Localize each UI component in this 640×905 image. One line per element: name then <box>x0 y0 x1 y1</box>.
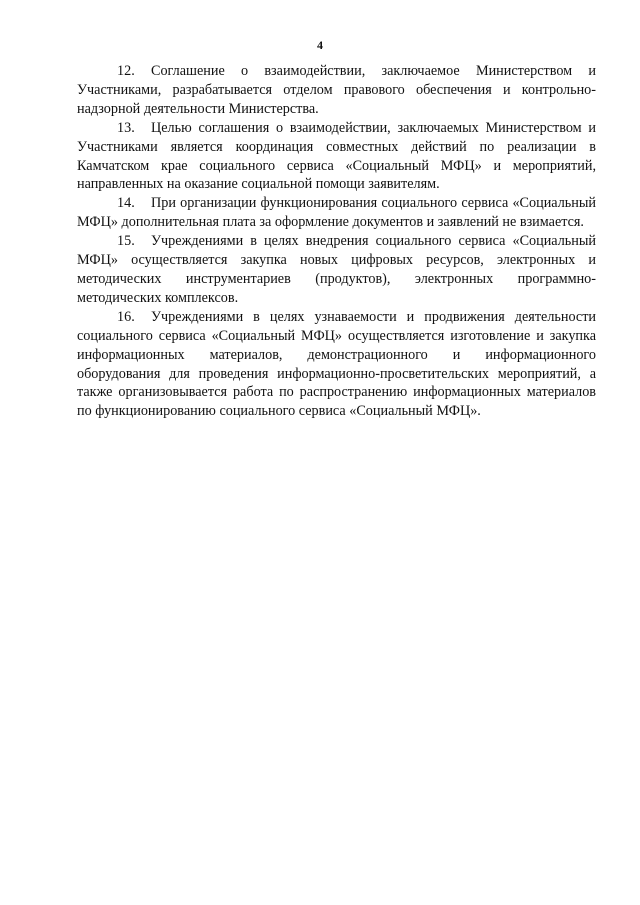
paragraph-14 <box>77 194 596 232</box>
document-body <box>77 62 596 421</box>
paragraph-text: Целью соглашения о взаимодействии, заключаемых Министерством и Участниками является координация совместных действий по реализации в Камчатском крае социального сервиса «Социальный МФЦ» и мероприятий, направленных на оказание социальной помощи заявителям. <box>77 119 596 193</box>
paragraph-text: Учреждениями в целях узнаваемости и продвижения деятельности социального сервиса «Социальный МФЦ» осуществляется изготовление и закупка информационных материалов, демонстрационного и информационного оборудования для проведения информационно-просветительских мероприятий, а также организовывается работа по распространению информационных материалов по функционированию социального сервиса «Социальный МФЦ». <box>77 308 596 420</box>
page-number: 4 <box>317 38 323 52</box>
paragraph-number: 12. <box>117 63 135 79</box>
paragraph-text: Соглашение о взаимодействии, заключаемое Министерством и Участниками, разрабатывается отделом правового обеспечения и контрольно-надзорной деятельности Министерства. <box>77 63 596 117</box>
paragraph-text: При организации функционирования социального сервиса «Социальный МФЦ» дополнительная плата за оформление документов и заявлений не взимается. <box>77 195 596 231</box>
paragraph-15 <box>77 232 596 308</box>
paragraph-text: Учреждениями в целях внедрения социального сервиса «Социальный МФЦ» осуществляется закупка новых цифровых ресурсов, электронных и методических инструментариев (продуктов), электронных программно-методических комплексов. <box>77 233 596 306</box>
paragraph-16 <box>77 308 596 421</box>
paragraph-13 <box>77 119 596 195</box>
paragraph-12 <box>77 62 596 119</box>
paragraph-number: 16. <box>117 308 135 325</box>
paragraph-number: 15. <box>117 233 135 250</box>
paragraph-number: 14. <box>117 195 135 212</box>
paragraph-number: 13. <box>117 119 135 136</box>
